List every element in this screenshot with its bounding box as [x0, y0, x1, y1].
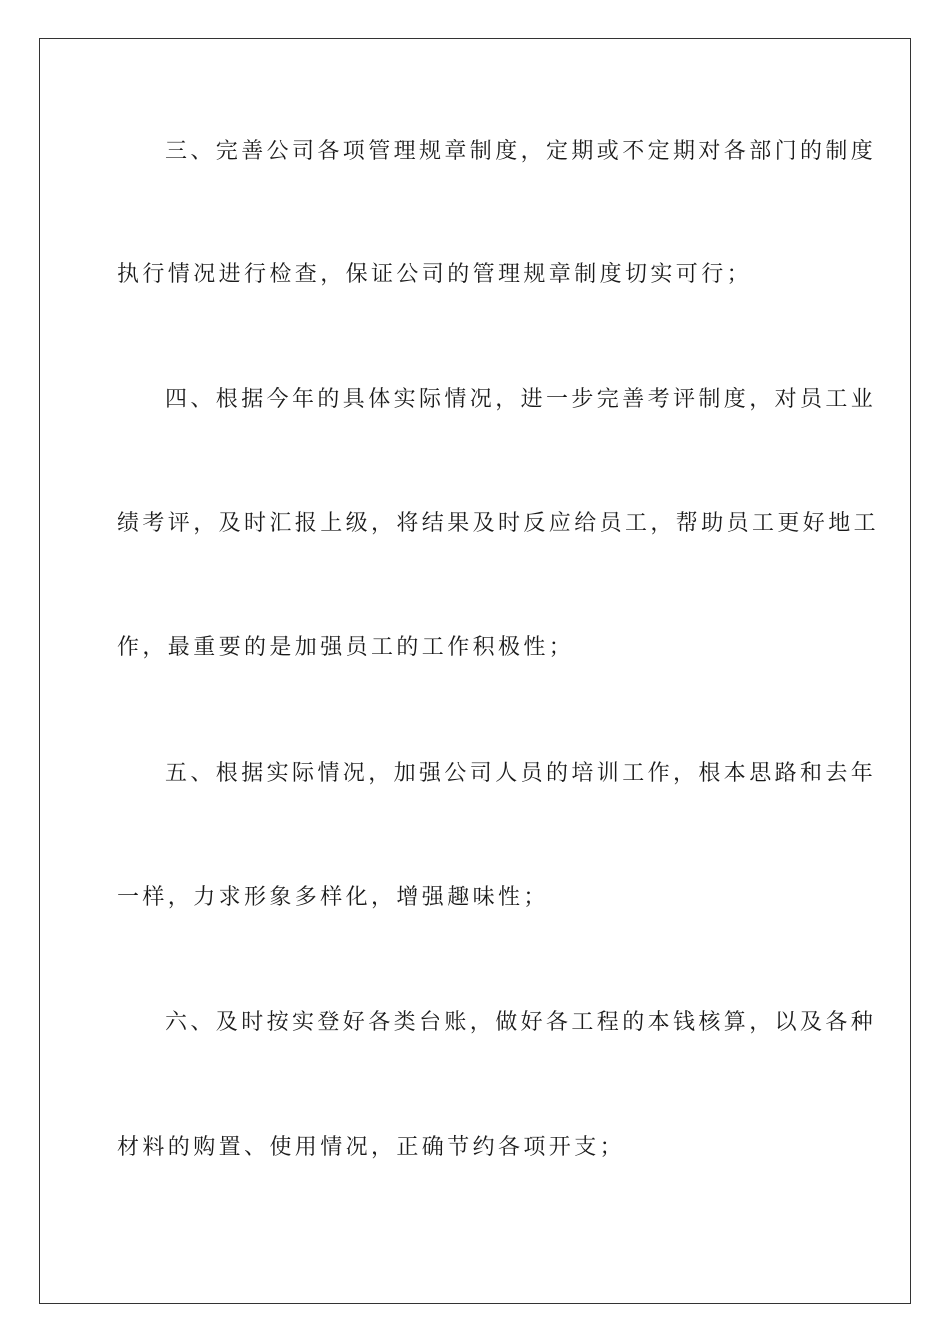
paragraph-4-line-1: 四、根据今年的具体实际情况，进一步完善考评制度，对员工业	[165, 387, 877, 412]
paragraph-4-line-2: 绩考评，及时汇报上级，将结果及时反应给员工，帮助员工更好地工	[117, 511, 880, 536]
paragraph-5-line-2: 一样，力求形象多样化，增强趣味性；	[117, 885, 549, 910]
paragraph-4-line-3: 作，最重要的是加强员工的工作积极性；	[117, 635, 575, 660]
paragraph-3-line-2: 执行情况进行检查，保证公司的管理规章制度切实可行；	[117, 262, 753, 287]
paragraph-6-line-2: 材料的购置、使用情况，正确节约各项开支；	[117, 1135, 626, 1160]
paragraph-3-line-1: 三、完善公司各项管理规章制度，定期或不定期对各部门的制度	[165, 139, 877, 164]
page-frame	[39, 38, 911, 1304]
paragraph-5-line-1: 五、根据实际情况，加强公司人员的培训工作，根本思路和去年	[165, 761, 877, 786]
paragraph-6-line-1: 六、及时按实登好各类台账，做好各工程的本钱核算，以及各种	[165, 1010, 877, 1035]
